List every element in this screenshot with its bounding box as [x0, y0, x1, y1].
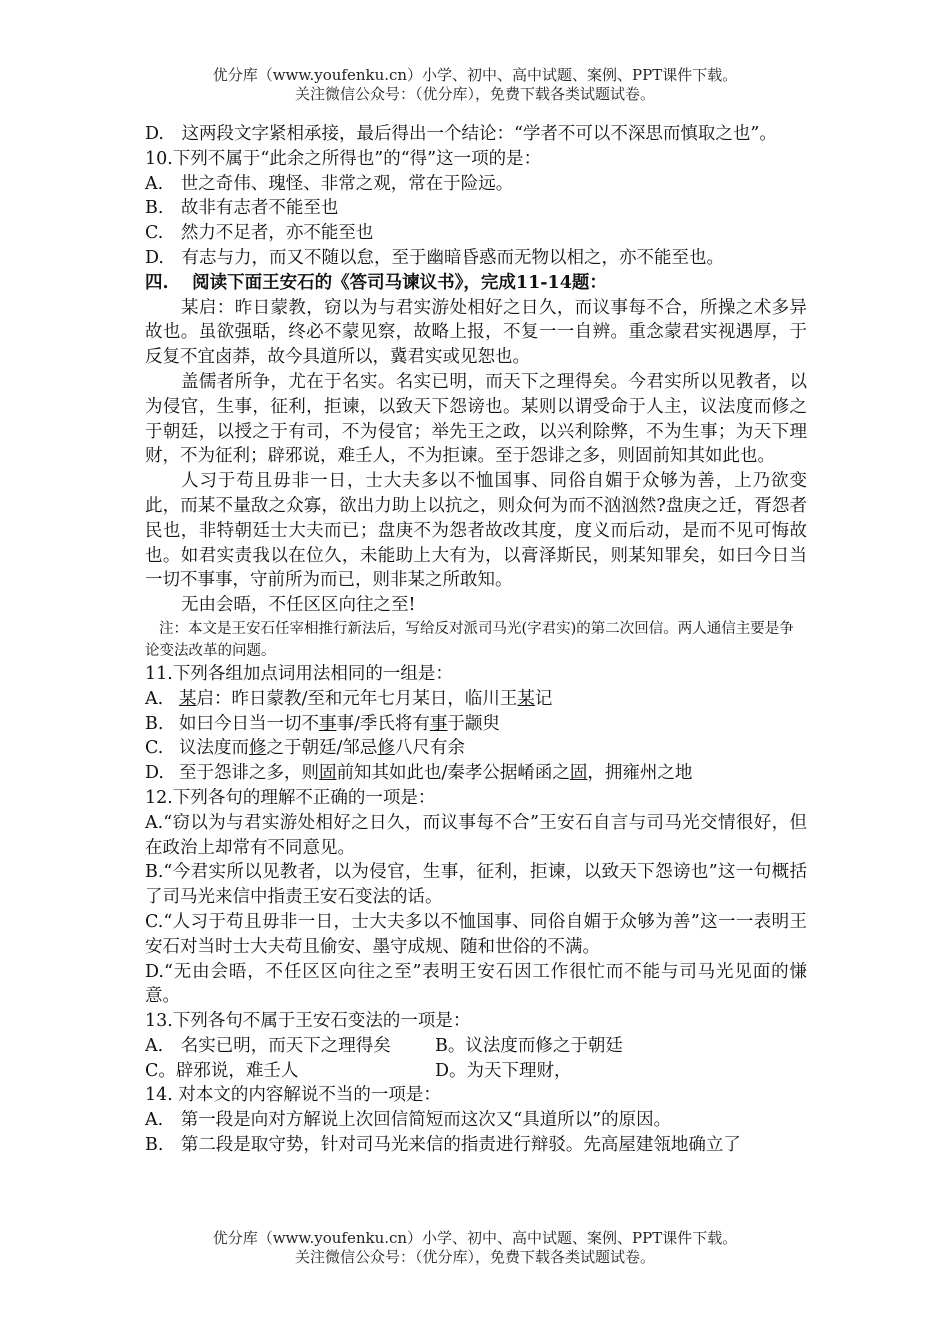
- passage-paragraph-4: 无由会晤，不任区区向往之至!: [181, 595, 416, 616]
- q10-option-c: C. 然力不足者，亦不能至也: [145, 223, 374, 244]
- footer-line-2: 关注微信公众号：（优分库），免费下载各类试题试卷。: [294, 1248, 655, 1266]
- q10-option-a: A. 世之奇伟、瑰怪、非常之观，常在于险远。: [145, 173, 514, 194]
- passage-paragraph-1: 某启：昨日蒙教，窃以为与君实游处相好之日久，而议事每不合，所操之术多异故也。虽欲强聒，终必不蒙见察，故略上报，不复一一自辨。重念蒙君实视遇厚，于反复不宜卤莽，故今具道所以，冀君实或见恕也。: [145, 297, 807, 368]
- q13-option-c: C。辟邪说，难壬人: [145, 1060, 299, 1081]
- q12-option-c: C.“人习于苟且毋非一日，士大夫多以不恤国事、同俗自媚于众够为善”这一一表明王安石对当时士大夫苟且偷安、墨守成规、随和世俗的不满。: [145, 911, 807, 957]
- q13-option-b: B。议法度而修之于朝廷: [435, 1035, 623, 1056]
- dotted-word: 事: [429, 713, 448, 734]
- section4-title: 四. 阅读下面王安石的《答司马谏议书》，完成11-14题：: [145, 272, 607, 293]
- page-footer: [0, 1229, 950, 1267]
- q11-option-d: D. 至于怨诽之多，则固前知其如此也/秦孝公据崤函之固，拥雍州之地: [145, 763, 693, 784]
- q14-option-a: A. 第一段是向对方解说上次回信简短而这次又“具道所以”的原因。: [145, 1110, 672, 1131]
- dotted-word: 修: [377, 738, 395, 759]
- q12-option-d: D.“无由会晤，不任区区向往之至”表明王安石因工作很忙而不能与司马光见面的慊意。: [145, 961, 807, 1007]
- document-body: [145, 122, 807, 1158]
- q13-stem: 13.下列各句不属于王安石变法的一项是：: [145, 1011, 471, 1032]
- dotted-word: 某: [517, 688, 535, 709]
- q12-stem: 12.下列各句的理解不正确的一项是：: [145, 787, 436, 808]
- dotted-word: 事: [319, 713, 337, 734]
- footer-line-1: 优分库（www.youfenku.cn）小学、初中、高中试题、案例、PPT课件下载。: [212, 1229, 738, 1247]
- q12-option-a: A.“窃以为与君实游处相好之日久，而议事每不合”王安石自言与司马光交情很好，但在政治上却常有不同意见。: [145, 812, 807, 858]
- q14-option-b: B. 第二段是取守势，针对司马光来信的指责进行辩驳。先高屋建瓴地确立了: [145, 1135, 741, 1156]
- q12-option-b: B.“今君实所以见教者，以为侵官，生事，征利，拒谏，以致天下怨谤也”这一句概括了司马光来信中指责王安石变法的话。: [145, 862, 807, 908]
- q9-option-d: D. 这两段文字紧相承接，最后得出一个结论：“学者不可以不深思而慎取之也”。: [145, 124, 777, 144]
- header-line-1: 优分库（www.youfenku.cn）小学、初中、高中试题、案例、PPT课件下载。: [212, 66, 738, 84]
- q11-option-b: B. 如曰今日当一切不事事/季氏将有事于颛臾: [145, 713, 500, 734]
- q10-stem: 10.下列不属于“此余之所得也”的“得”这一项的是：: [145, 148, 542, 169]
- header-line-2: 关注微信公众号：（优分库），免费下载各类试题试卷。: [294, 85, 655, 103]
- q10-option-d: D. 有志与力，而又不随以怠，至于幽暗昏惑而无物以相之，亦不能至也。: [145, 247, 724, 268]
- q14-stem: 14. 对本文的内容解说不当的一项是：: [145, 1085, 441, 1106]
- dotted-word: 固: [569, 763, 588, 784]
- dotted-word: 某: [179, 688, 197, 709]
- dotted-word: 固: [319, 763, 337, 784]
- dotted-word: 修: [249, 738, 267, 759]
- q10-option-b: B. 故非有志者不能至也: [145, 198, 339, 219]
- q13-option-d: D。为天下理财，: [435, 1060, 572, 1081]
- q11-stem: 11.下列各组加点词用法相同的一组是：: [145, 663, 453, 684]
- q11-option-a: A. 某启：昨日蒙教/至和元年七月某日，临川王某记: [145, 688, 553, 709]
- q11-option-c: C. 议法度而修之于朝廷/邹忌修八尺有余: [145, 738, 465, 759]
- passage-paragraph-2: 盖儒者所争，尤在于名实。名实已明，而天下之理得矣。今君实所以见教者，以为侵官，生事，征利，拒谏，以致天下怨谤也。某则以谓受命于人主，议法度而修之于朝廷，以授之于有司，不为侵官；举先王之政，以兴利除弊，不为生事；为天下理财，不为征利；辟邪说，难壬人，不为拒谏。至于怨诽之多，则固前知其如此也。: [145, 371, 807, 467]
- page-header: [0, 66, 950, 104]
- q13-options-row-2: [145, 1059, 807, 1084]
- passage-note: 注：本文是王安石任宰相推行新法后，写给反对派司马光(字君实)的第二次回信。两人通信主要是争论变法改革的问题。: [145, 620, 794, 659]
- q13-option-a: A. 名实已明，而天下之理得矣: [145, 1035, 391, 1056]
- passage-paragraph-3: 人习于苟且毋非一日，士大夫多以不恤国事、同俗自媚于众够为善，上乃欲变此，而某不量敌之众寡，欲出力助上以抗之，则众何为而不汹汹然?盘庚之迁，胥怨者民也，非特朝廷士大夫而已；盘庚不为怨者故改其度，度义而后动，是而不见可悔故也。如君实责我以在位久，未能助上大有为，以膏泽斯民，则某知罪矣，如曰今日当一切不事事，守前所为而已，则非某之所敢知。: [145, 471, 807, 591]
- q13-options-row-1: [145, 1034, 807, 1059]
